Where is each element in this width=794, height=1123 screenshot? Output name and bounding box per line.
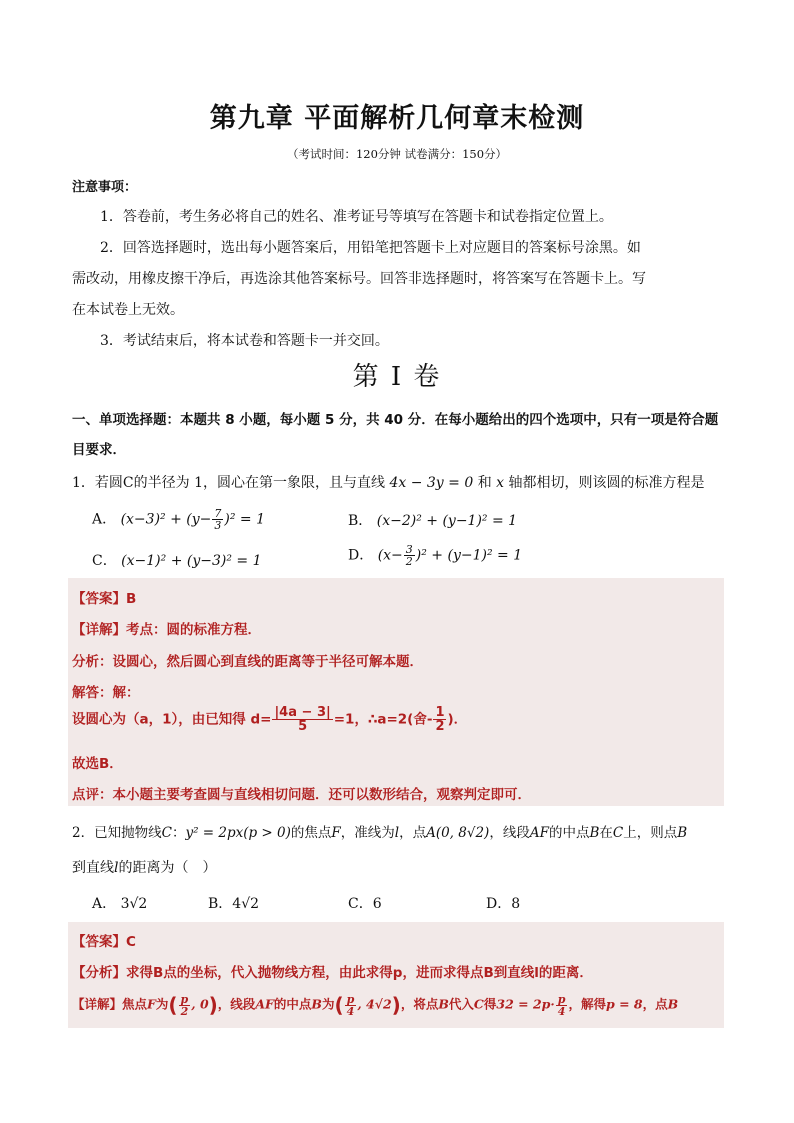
q2-focus-fraction bbox=[179, 994, 191, 1017]
q2-stem-l: l bbox=[394, 825, 400, 841]
q2-detail-as2: 为 bbox=[321, 996, 335, 1012]
q2-option-c-label: C． bbox=[348, 896, 373, 912]
q1-solution-fraction-2 bbox=[433, 706, 446, 733]
section-title: 第 I 卷 bbox=[352, 362, 442, 392]
q1-option-d-num: 3 bbox=[405, 543, 413, 556]
q2-point-a: A(0, 8√2) bbox=[426, 825, 490, 841]
q2-option-a bbox=[92, 893, 147, 913]
q2-stem-then: 上，则点 bbox=[623, 825, 678, 841]
q2-stem-point: ，点 bbox=[399, 825, 427, 841]
q2-midpoint-paren-open: ( bbox=[334, 993, 344, 1017]
q2-detail-eq-fraction bbox=[556, 994, 568, 1017]
q1-stem-mid: 和 bbox=[477, 475, 492, 491]
q1-option-d-fraction bbox=[404, 544, 415, 567]
q2-option-c bbox=[348, 893, 382, 913]
q1-solution-pre: 设圆心为（a，1），由已知得 d= bbox=[72, 711, 272, 728]
q2-stem-seg: ，线段 bbox=[489, 825, 530, 841]
q2-stem-line-2 bbox=[72, 857, 216, 877]
q2-line2-l: l bbox=[114, 860, 119, 876]
q1-solution-mid: =1，∴a=2(舍- bbox=[333, 711, 433, 728]
q1-solution-num-2: 1 bbox=[435, 705, 445, 720]
q2-stem bbox=[72, 821, 687, 841]
q1-option-d-pre: (x− bbox=[377, 547, 403, 564]
notice-heading: 注意事项： bbox=[72, 180, 138, 195]
q2-focus-rest: , 0 bbox=[191, 996, 209, 1012]
part1-heading-line-2: 目要求． bbox=[72, 442, 126, 458]
q2-detail-get: 得 bbox=[483, 996, 497, 1012]
q1-option-a-label: A． bbox=[92, 511, 117, 528]
q1-option-a-num: 7 bbox=[214, 507, 222, 520]
q1-answer: 【答案】B bbox=[72, 591, 137, 607]
q2-option-b-label: B． bbox=[208, 896, 233, 912]
q2-stem-c: C bbox=[161, 825, 172, 841]
q2-analysis: 【分析】求得B点的坐标，代入抛物线方程，由此求得p，进而求得点B到直线l的距离． bbox=[72, 965, 593, 981]
q2-stem-c2: C bbox=[612, 825, 624, 841]
q2-focus-paren-close: ) bbox=[208, 993, 218, 1017]
notice-item-3: 3．考试结束后，将本试卷和答题卡一并交回。 bbox=[100, 333, 389, 349]
q1-option-a-post: )² = 1 bbox=[224, 511, 266, 528]
q2-stem-focus: 的焦点 bbox=[290, 825, 332, 841]
q2-stem-pre: 2．已知抛物线 bbox=[72, 825, 162, 841]
q1-x-var: x bbox=[496, 475, 505, 491]
q2-detail-mid: ，线段 bbox=[217, 996, 256, 1012]
q2-option-d-label: D． bbox=[486, 896, 512, 912]
q2-detail-b2: B bbox=[438, 996, 449, 1012]
part1-heading-line-1: 一、单项选择题：本题共 8 小题，每小题 5 分，共 40 分．在每小题给出的四个选项中，只有一项是符合题 bbox=[72, 412, 719, 428]
q2-detail-eq-pre: 32 = 2p· bbox=[496, 996, 555, 1012]
q1-option-c-text: (x−1)² + (y−3)² = 1 bbox=[121, 553, 262, 569]
notice-item-2-line-2: 需改动，用橡皮擦干净后，再选涂其他答案标号。回答非选择题时，将答案写在答题卡上。写 bbox=[72, 271, 646, 287]
q2-midpoint-num: p bbox=[346, 992, 355, 1006]
q2-midpoint-fraction bbox=[345, 994, 357, 1017]
q2-midpoint-den: 4 bbox=[345, 1005, 357, 1017]
q1-option-b bbox=[348, 510, 517, 530]
q1-option-c bbox=[92, 550, 262, 570]
notice-item-2-line-1: 2．回答选择题时，选出每小题答案后，用铅笔把答题卡上对应题目的答案标号涂黑。如 bbox=[100, 240, 641, 256]
q2-detail-f: F bbox=[147, 996, 156, 1012]
q1-answer-box bbox=[68, 578, 724, 806]
q2-stem-b: B bbox=[589, 825, 600, 841]
q1-solution-num: |4a − 3| bbox=[274, 705, 331, 720]
q2-focus-num: p bbox=[180, 992, 189, 1006]
q2-detail-solve: ，解得 bbox=[568, 996, 606, 1012]
q1-option-a-den: 3 bbox=[214, 519, 222, 532]
q1-stem-post: 轴都相切，则该圆的标准方程是 bbox=[508, 475, 705, 491]
q1-comment: 点评：本小题主要考查圆与直线相切问题．还可以数形结合，观察判定即可． bbox=[72, 787, 531, 803]
q2-detail-p: p = 8 bbox=[605, 996, 643, 1012]
q2-option-b bbox=[208, 893, 259, 913]
q1-option-d-den: 2 bbox=[405, 555, 413, 568]
q2-detail bbox=[72, 993, 678, 1017]
q2-stem-af: AF bbox=[529, 825, 549, 841]
q2-line2-post: 的距离为（ ） bbox=[118, 860, 217, 876]
q1-solution-fraction bbox=[272, 706, 332, 733]
q1-solution-den-2: 2 bbox=[435, 719, 445, 734]
q1-option-a-fraction bbox=[212, 508, 223, 531]
q2-midpoint-rest: , 4√2 bbox=[357, 996, 392, 1012]
q2-stem-b2: B bbox=[677, 825, 688, 841]
q2-detail-into: 代入 bbox=[448, 996, 474, 1012]
q2-option-a-text: 3√2 bbox=[120, 896, 148, 912]
q2-detail-sub: ，将点 bbox=[400, 996, 439, 1012]
q1-solution-den: 5 bbox=[272, 719, 332, 733]
q1-option-a-pre: (x−3)² + (y− bbox=[120, 511, 212, 528]
q2-option-c-text: 6 bbox=[372, 896, 382, 912]
q1-option-c-label: C． bbox=[92, 553, 117, 569]
q1-option-b-label: B． bbox=[348, 513, 373, 529]
q1-solution-post: )． bbox=[447, 711, 468, 728]
q1-analysis: 分析：设圆心，然后圆心到直线的距离等于半径可解本题． bbox=[72, 654, 423, 670]
q1-option-d bbox=[348, 544, 522, 567]
q2-detail-pre: 【详解】焦点 bbox=[72, 996, 148, 1012]
q2-detail-as: 为 bbox=[155, 996, 169, 1012]
notice-item-2-line-3: 在本试卷上无效。 bbox=[72, 302, 184, 318]
q1-solution bbox=[72, 706, 467, 733]
q2-option-d-text: 8 bbox=[511, 896, 521, 912]
page-title: 第九章 平面解析几何章末检测 bbox=[209, 103, 585, 134]
q2-answer: 【答案】C bbox=[72, 934, 136, 950]
q2-detail-b3: B bbox=[667, 996, 679, 1012]
q2-stem-mid: 的中点 bbox=[548, 825, 590, 841]
q2-option-a-label: A． bbox=[92, 896, 117, 912]
q2-focus-den: 2 bbox=[179, 1005, 191, 1017]
q1-option-d-post: )² + (y−1)² = 1 bbox=[415, 547, 523, 564]
q2-detail-b: B bbox=[311, 996, 322, 1012]
q1-detail: 【详解】考点：圆的标准方程． bbox=[72, 622, 261, 638]
q2-detail-end: ，点 bbox=[642, 996, 668, 1012]
q2-detail-af: AF bbox=[255, 996, 274, 1012]
q2-option-d bbox=[486, 893, 520, 913]
q2-stem-f: F bbox=[331, 825, 341, 841]
q1-line-equation: 4x − 3y = 0 bbox=[389, 475, 474, 491]
q1-option-b-text: (x−2)² + (y−1)² = 1 bbox=[376, 513, 518, 529]
q2-detail-midp: 的中点 bbox=[273, 996, 312, 1012]
exam-info: （考试时间：120分钟 试卷满分：150分） bbox=[286, 147, 508, 161]
q1-stem-pre: 1．若圆C的半径为 1，圆心在第一象限，且与直线 bbox=[72, 475, 385, 491]
q2-stem-colon: ： bbox=[171, 825, 186, 841]
q2-line2-pre: 到直线 bbox=[72, 860, 114, 876]
q2-stem-on: 在 bbox=[599, 825, 613, 841]
q2-detail-eq-num: p bbox=[557, 992, 566, 1006]
q2-stem-dir: ，准线为 bbox=[340, 825, 395, 841]
q2-focus-paren-open: ( bbox=[168, 993, 178, 1017]
q2-parabola-eq: y² = 2px(p > 0) bbox=[185, 825, 291, 841]
q1-option-a bbox=[92, 508, 265, 531]
q1-solution-head: 解答：解： bbox=[72, 685, 140, 701]
q1-choose: 故选B． bbox=[72, 756, 123, 772]
q2-detail-c: C bbox=[473, 996, 484, 1012]
q2-detail-eq-den: 4 bbox=[556, 1005, 568, 1017]
q2-option-b-text: 4√2 bbox=[232, 896, 260, 912]
notice-item-1: 1．答卷前，考生务必将自己的姓名、准考证号等填写在答题卡和试卷指定位置上。 bbox=[100, 209, 613, 225]
q1-option-d-label: D． bbox=[348, 547, 374, 564]
q1-stem bbox=[72, 472, 705, 492]
q2-midpoint-paren-close: ) bbox=[391, 993, 401, 1017]
